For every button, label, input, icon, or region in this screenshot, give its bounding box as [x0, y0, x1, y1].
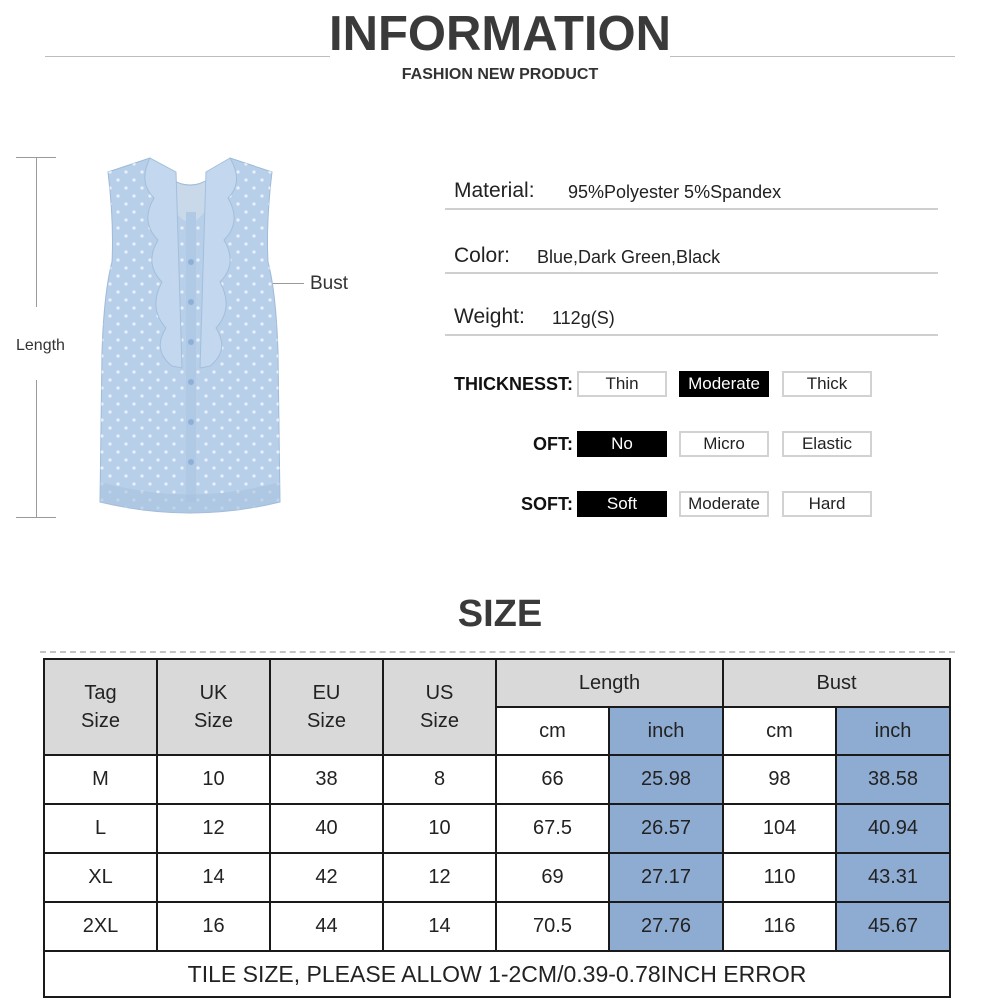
cell-eu-size: 44 [270, 902, 383, 951]
material-label: Material: [454, 179, 535, 202]
header-us-line1: US [425, 682, 454, 704]
header-eu-size [270, 659, 383, 755]
cell-length-cm: 66 [496, 755, 609, 804]
color-divider [445, 272, 938, 274]
header-tag-size [44, 659, 157, 755]
cell-uk-size: 16 [157, 902, 270, 951]
weight-value: 112g(S) [552, 308, 615, 328]
cell-bust-cm: 104 [723, 804, 836, 853]
cell-length-cm: 69 [496, 853, 609, 902]
size-divider [40, 651, 955, 653]
cell-eu-size: 40 [270, 804, 383, 853]
cell-us-size: 12 [383, 853, 496, 902]
cell-eu-size: 38 [270, 755, 383, 804]
cell-bust-inch: 38.58 [836, 755, 950, 804]
cell-length-inch: 27.76 [609, 902, 723, 951]
table-row [44, 853, 950, 902]
cell-length-cm: 70.5 [496, 902, 609, 951]
weight-divider [445, 334, 938, 336]
header-bust: Bust [723, 659, 950, 707]
cell-length-inch: 25.98 [609, 755, 723, 804]
table-row [44, 755, 950, 804]
header-bust-cm: cm [723, 707, 836, 755]
thickness-option-moderate[interactable]: Moderate [679, 371, 769, 397]
softness-option-soft[interactable]: Soft [577, 491, 667, 517]
cell-uk-size: 12 [157, 804, 270, 853]
product-image [90, 152, 290, 524]
softness-option-hard[interactable]: Hard [782, 491, 872, 517]
length-label: Length [16, 337, 65, 354]
length-marker-bottom-tick [16, 517, 56, 518]
stretch-option-micro[interactable]: Micro [679, 431, 769, 457]
table-row [44, 804, 950, 853]
thickness-option-thin[interactable]: Thin [577, 371, 667, 397]
header-bust-inch: inch [836, 707, 950, 755]
length-marker-line-lower [36, 380, 37, 517]
thickness-label: THICKNESST: [453, 374, 573, 394]
header-uk-size [157, 659, 270, 755]
bust-label: Bust [310, 273, 349, 294]
cell-bust-cm: 110 [723, 853, 836, 902]
cell-bust-cm: 98 [723, 755, 836, 804]
cell-bust-inch: 43.31 [836, 853, 950, 902]
header-tag-line2: Size [81, 710, 120, 732]
cell-length-inch: 26.57 [609, 804, 723, 853]
table-header-row [44, 659, 950, 707]
color-row [445, 242, 937, 272]
cell-bust-inch: 40.94 [836, 804, 950, 853]
header-us-line2: Size [420, 710, 459, 732]
header-uk-line2: Size [194, 710, 233, 732]
weight-row [445, 303, 937, 333]
material-divider [445, 208, 938, 210]
color-label: Color: [454, 244, 511, 267]
size-table [43, 658, 951, 998]
cell-uk-size: 10 [157, 755, 270, 804]
header-length: Length [496, 659, 723, 707]
header-eu-line2: Size [307, 710, 346, 732]
color-value: Blue,Dark Green,Black [537, 247, 721, 267]
cell-tag-size: M [44, 755, 157, 804]
header-length-cm: cm [496, 707, 609, 755]
page-subtitle: FASHION NEW PRODUCT [401, 66, 599, 83]
cell-tag-size: L [44, 804, 157, 853]
header-eu-line1: EU [312, 682, 341, 704]
cell-us-size: 10 [383, 804, 496, 853]
blouse-illustration [90, 152, 290, 524]
header-us-size [383, 659, 496, 755]
cell-length-cm: 67.5 [496, 804, 609, 853]
size-title: SIZE [457, 593, 543, 635]
softness-option-moderate[interactable]: Moderate [679, 491, 769, 517]
cell-us-size: 8 [383, 755, 496, 804]
cell-us-size: 14 [383, 902, 496, 951]
stretch-option-no[interactable]: No [577, 431, 667, 457]
stretch-label: OFT: [533, 434, 573, 454]
thickness-option-thick[interactable]: Thick [782, 371, 872, 397]
cell-bust-cm: 116 [723, 902, 836, 951]
softness-label: SOFT: [521, 494, 573, 514]
length-marker-line-upper [36, 157, 37, 307]
material-value: 95%Polyester 5%Spandex [568, 182, 782, 202]
cell-uk-size: 14 [157, 853, 270, 902]
cell-tag-size: XL [44, 853, 157, 902]
cell-eu-size: 42 [270, 853, 383, 902]
header-length-inch: inch [609, 707, 723, 755]
size-error-note: TILE SIZE, PLEASE ALLOW 1-2CM/0.39-0.78INCH ERROR [44, 951, 950, 997]
weight-label: Weight: [454, 305, 525, 328]
table-row [44, 902, 950, 951]
cell-length-inch: 27.17 [609, 853, 723, 902]
stretch-option-elastic[interactable]: Elastic [782, 431, 872, 457]
table-note-row [44, 951, 950, 997]
cell-tag-size: 2XL [44, 902, 157, 951]
page-title: INFORMATION [328, 7, 672, 61]
header-uk-line1: UK [199, 682, 228, 704]
cell-bust-inch: 45.67 [836, 902, 950, 951]
header-tag-line1: Tag [84, 682, 117, 704]
material-row [445, 177, 937, 207]
